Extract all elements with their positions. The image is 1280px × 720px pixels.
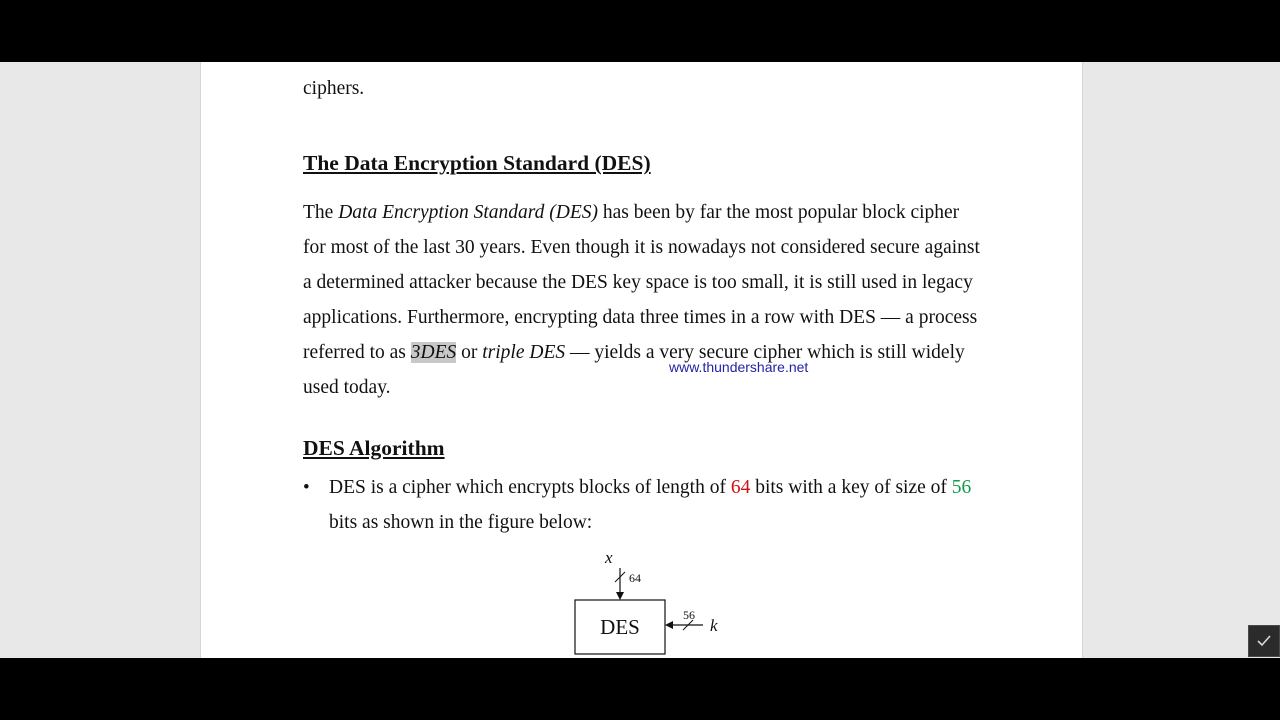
term-triple-des: triple DES — [482, 342, 566, 363]
heading-des: The Data Encryption Standard (DES) — [303, 151, 651, 175]
bullet-text-2: bits with a key of size of — [750, 477, 952, 498]
watermark: www.thundershare.net — [669, 359, 809, 375]
intro-text-2: has been by far the most popular block cipher for most of the last 30 years. Even though it is nowadays not considered secure against a determined attacker because the DES key space is too small, it is still used in legacy applications. Furthermore, encrypting data three times in a row with DES — a process referred to as — [303, 202, 980, 363]
block-bits-value: 64 — [730, 477, 751, 498]
intro-text-3: or — [456, 342, 483, 363]
document-viewer[interactable] — [0, 62, 1280, 658]
bottom-black-bar — [0, 658, 1280, 720]
intro-text-1: The — [303, 202, 339, 223]
bullet-text-3: bits as shown in the figure below: — [329, 512, 593, 533]
confirm-button[interactable] — [1248, 625, 1280, 657]
bullet-dot-icon: • — [303, 477, 310, 498]
key-bits-label: 56 — [683, 608, 695, 622]
document-page — [200, 62, 1083, 658]
top-black-bar — [0, 0, 1280, 62]
bullet-item — [303, 470, 983, 540]
des-box-label: DES — [600, 615, 640, 639]
key-arrow-head-icon — [665, 621, 673, 629]
input-label: x — [605, 548, 613, 567]
heading-des-algorithm: DES Algorithm — [303, 436, 445, 460]
partial-paragraph: ciphers. — [303, 78, 365, 99]
term-des: Data Encryption Standard (DES) — [338, 202, 598, 223]
bullet-text-1: DES is a cipher which encrypts blocks of length of — [329, 477, 731, 498]
check-icon — [1257, 635, 1271, 647]
key-bits-value: 56 — [951, 477, 972, 498]
input-bits-label: 64 — [629, 571, 641, 585]
key-label: k — [710, 616, 718, 635]
term-3des: 3DES — [410, 342, 457, 363]
input-arrow-head-icon — [616, 592, 624, 600]
des-intro-paragraph — [303, 195, 983, 405]
intro-text-4: — yields a very secure cipher which is still widely used today. — [303, 342, 965, 398]
bullet-list — [303, 470, 983, 540]
